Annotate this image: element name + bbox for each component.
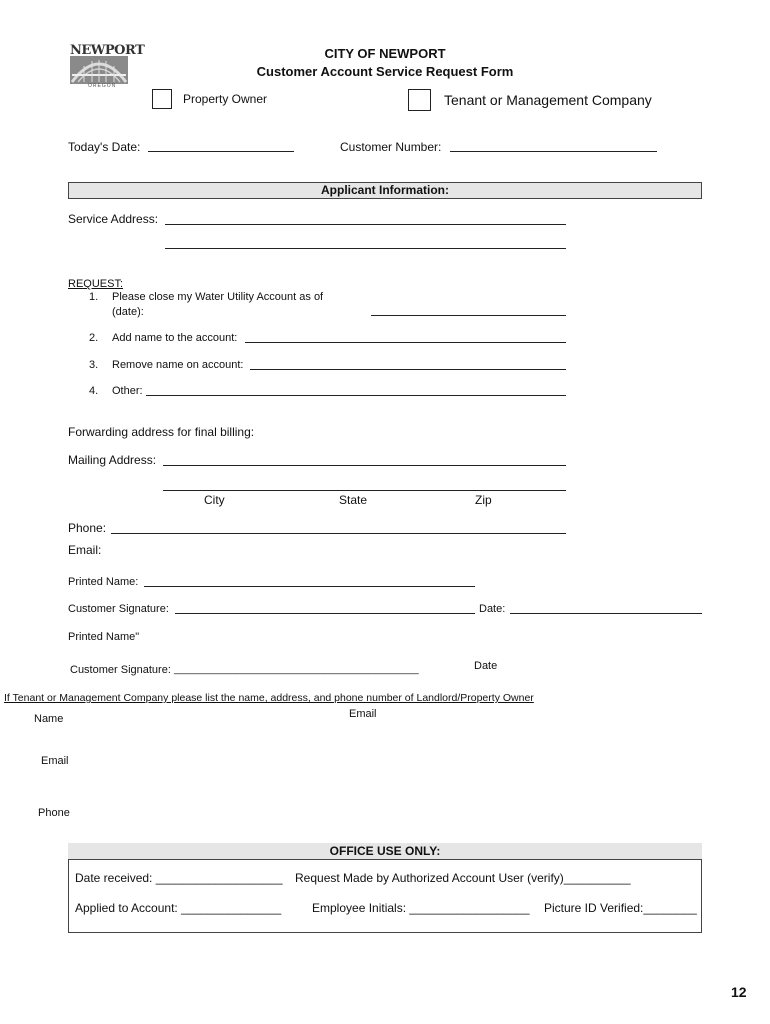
zip-label: Zip [475,493,492,507]
service-address-label: Service Address: [68,212,159,226]
request-item-text: Remove name on account: [112,359,244,371]
phone-label: Phone: [68,521,107,535]
request-item-num: 3. [89,359,99,371]
applicant-section-title: Applicant Information: [68,182,702,199]
employee-initials-field[interactable]: Employee Initials: __________________ [312,901,530,915]
page-number: 12 [731,984,747,1000]
mailing-address-field-2[interactable] [163,490,566,491]
landlord-email-label: Email [41,755,69,767]
remove-name-field[interactable] [250,369,566,370]
todays-date-label: Today's Date: [68,140,141,154]
customer-number-field[interactable] [450,151,657,152]
logo-subtext: OREGON [88,83,117,89]
request-heading: REQUEST: [68,278,124,290]
printed-name-label: Printed Name: [68,576,139,588]
printed-name-label-2: Printed Name" [68,631,140,643]
state-label: State [339,493,368,507]
close-date-field[interactable] [371,315,566,316]
printed-name-field[interactable] [144,586,475,587]
city-label: City [204,493,225,507]
picture-id-field[interactable]: Picture ID Verified:________ [544,901,697,915]
landlord-email-top-label: Email [349,708,377,720]
applied-to-account-field[interactable]: Applied to Account: _______________ [75,901,282,915]
mailing-address-label: Mailing Address: [68,453,157,467]
city-title: CITY OF NEWPORT [324,46,446,61]
email-label: Email: [68,543,102,557]
customer-number-label: Customer Number: [340,140,442,154]
mailing-address-field-1[interactable] [163,465,566,466]
service-address-field-2[interactable] [165,248,566,249]
phone-field[interactable] [111,533,566,534]
tenant-label: Tenant or Management Company [444,92,652,108]
customer-signature-underline-2[interactable]: ____________________________________________ [174,664,419,675]
signature-date-label-2: Date [474,660,498,672]
property-owner-label: Property Owner [183,92,268,106]
tenant-checkbox[interactable] [408,89,431,111]
add-name-field[interactable] [245,342,566,343]
property-owner-checkbox[interactable] [152,89,172,109]
landlord-instruction: If Tenant or Management Company please list the name, address, and phone number of Landlord/Property Owner [4,692,534,704]
customer-signature-field[interactable] [175,613,475,614]
request-item-text: Other: [112,385,143,397]
other-field[interactable] [146,395,566,396]
date-received-field[interactable]: Date received: ___________________ [75,871,283,885]
todays-date-field[interactable] [148,151,294,152]
request-item-num: 2. [89,332,99,344]
service-address-field-1[interactable] [165,224,566,225]
request-item-text: Add name to the account: [112,332,238,344]
request-item-text2: (date): [112,306,144,318]
form-title: Customer Account Service Request Form [256,64,514,79]
customer-signature-label: Customer Signature: [68,603,169,615]
request-made-field[interactable]: Request Made by Authorized Account User (verify)__________ [295,871,631,885]
signature-date-field[interactable] [510,613,702,614]
signature-date-label: Date: [479,603,506,615]
request-item-num: 4. [89,385,99,397]
request-item-text: Please close my Water Utility Account as of [112,291,324,303]
logo-text: NEWPORT [70,43,145,58]
customer-signature-label-2: Customer Signature: [70,664,171,676]
landlord-phone-label: Phone [38,807,70,819]
forwarding-heading: Forwarding address for final billing: [68,425,255,439]
office-use-title: OFFICE USE ONLY: [68,843,702,860]
request-item-num: 1. [89,291,99,303]
landlord-name-label: Name [34,713,64,725]
